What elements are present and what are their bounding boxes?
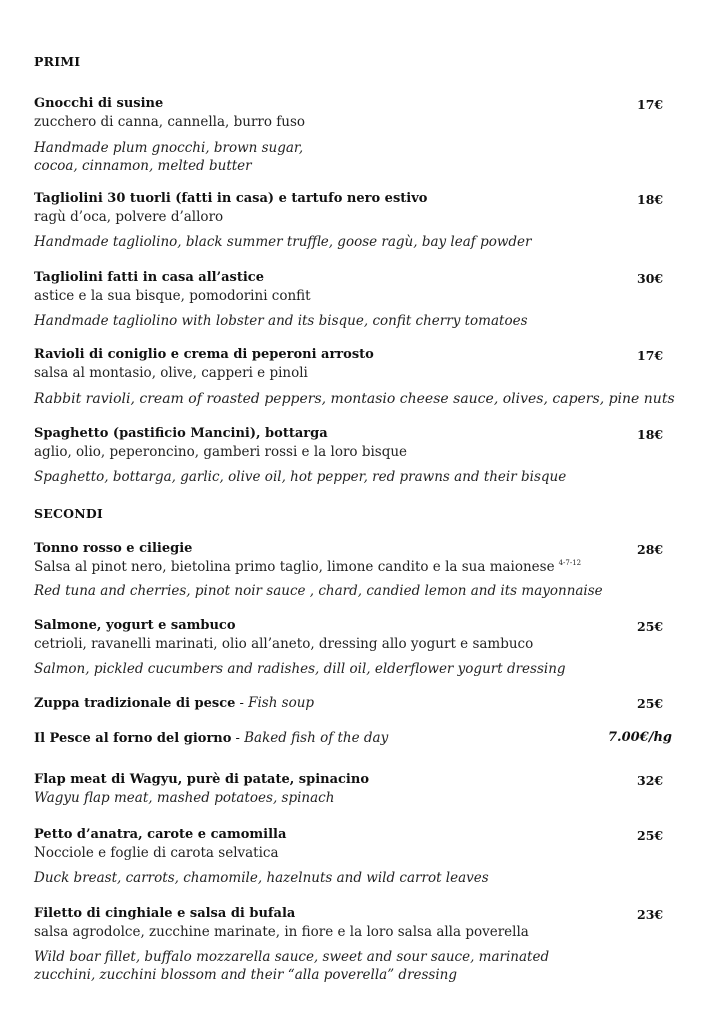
section-title-secondi: SECONDI [34, 506, 103, 521]
section-title-primi: PRIMI [34, 54, 81, 69]
dish-price: 28€ [637, 542, 664, 557]
dish-price: 25€ [637, 828, 664, 843]
dish-description: cetrioli, ravanelli marinati, olio all’aneto, dressing allo yogurt e sambuco [34, 636, 534, 652]
dish-price: 17€ [637, 348, 664, 363]
dish-description: Nocciole e foglie di carota selvatica [34, 845, 279, 861]
dish-name: Spaghetto (pastificio Mancini), bottarga [34, 426, 328, 441]
dish-description: ragù d’oca, polvere d’alloro [34, 209, 224, 225]
dish-price: 32€ [637, 773, 664, 788]
dish-english: Wild boar fillet, buffalo mozzarella sauce, sweet and sour sauce, marinated zucchini, zucchini blossom and their “alla poverella” dressing [34, 949, 550, 983]
dish-price: 18€ [637, 427, 664, 442]
dish-name: Gnocchi di susine [34, 96, 164, 111]
dish-name: Tagliolini fatti in casa all’astice [34, 270, 264, 285]
dish-description [34, 559, 581, 575]
dish-english: Baked fish of the day [244, 730, 389, 746]
dish-english: Handmade tagliolino with lobster and its bisque, confit cherry tomatoes [34, 313, 528, 329]
dish-name-line [34, 695, 314, 711]
dish-english: Handmade plum gnocchi, brown sugar, cocoa, cinnamon, melted butter [34, 140, 304, 174]
dish-name: Salmone, yogurt e sambuco [34, 618, 236, 633]
dish-description: astice e la sua bisque, pomodorini confit [34, 288, 311, 304]
dish-price: 7.00€/hg [608, 730, 672, 745]
allergen-codes: 4-7-12 [558, 559, 582, 567]
dish-description: salsa al montasio, olive, capperi e pinoli [34, 365, 308, 381]
separator: - [235, 696, 249, 711]
dish-english: Handmade tagliolino, black summer truffle, goose ragù, bay leaf powder [34, 234, 532, 250]
dish-english: Wagyu flap meat, mashed potatoes, spinach [34, 790, 335, 806]
dish-description: zucchero di canna, cannella, burro fuso [34, 114, 306, 130]
separator: - [231, 731, 245, 746]
dish-english: Red tuna and cherries, pinot noir sauce , chard, candied lemon and its mayonnaise [34, 583, 603, 599]
dish-price: 25€ [637, 696, 664, 711]
dish-price: 25€ [637, 619, 664, 634]
dish-english: Spaghetto, bottarga, garlic, olive oil, hot pepper, red prawns and their bisque [34, 469, 567, 485]
dish-name: Flap meat di Wagyu, purè di patate, spinacino [34, 772, 369, 787]
dish-description: salsa agrodolce, zucchine marinate, in fiore e la loro salsa alla poverella [34, 924, 529, 940]
dish-description-text: Salsa al pinot nero, bietolina primo taglio, limone candito e la sua maionese [34, 559, 555, 575]
dish-price: 17€ [637, 97, 664, 112]
dish-name: Filetto di cinghiale e salsa di bufala [34, 906, 296, 921]
dish-name: Zuppa tradizionale di pesce [34, 696, 236, 711]
dish-english: Salmon, pickled cucumbers and radishes, dill oil, elderflower yogurt dressing [34, 661, 566, 677]
dish-name: Il Pesce al forno del giorno [34, 731, 232, 746]
dish-price: 18€ [637, 192, 664, 207]
dish-price: 23€ [637, 907, 664, 922]
dish-english: Fish soup [248, 695, 315, 711]
dish-name: Tagliolini 30 tuorli (fatti in casa) e tartufo nero estivo [34, 191, 428, 206]
dish-description: aglio, olio, peperoncino, gamberi rossi e la loro bisque [34, 444, 408, 460]
dish-price: 30€ [637, 271, 664, 286]
dish-english: Rabbit ravioli, cream of roasted peppers, montasio cheese sauce, olives, capers, pine nuts [34, 391, 675, 407]
dish-name: Ravioli di coniglio e crema di peperoni arrosto [34, 347, 374, 362]
dish-name-line [34, 730, 388, 746]
dish-english: Duck breast, carrots, chamomile, hazelnuts and wild carrot leaves [34, 870, 489, 886]
dish-name: Petto d’anatra, carote e camomilla [34, 827, 287, 842]
dish-name: Tonno rosso e ciliegie [34, 541, 193, 556]
